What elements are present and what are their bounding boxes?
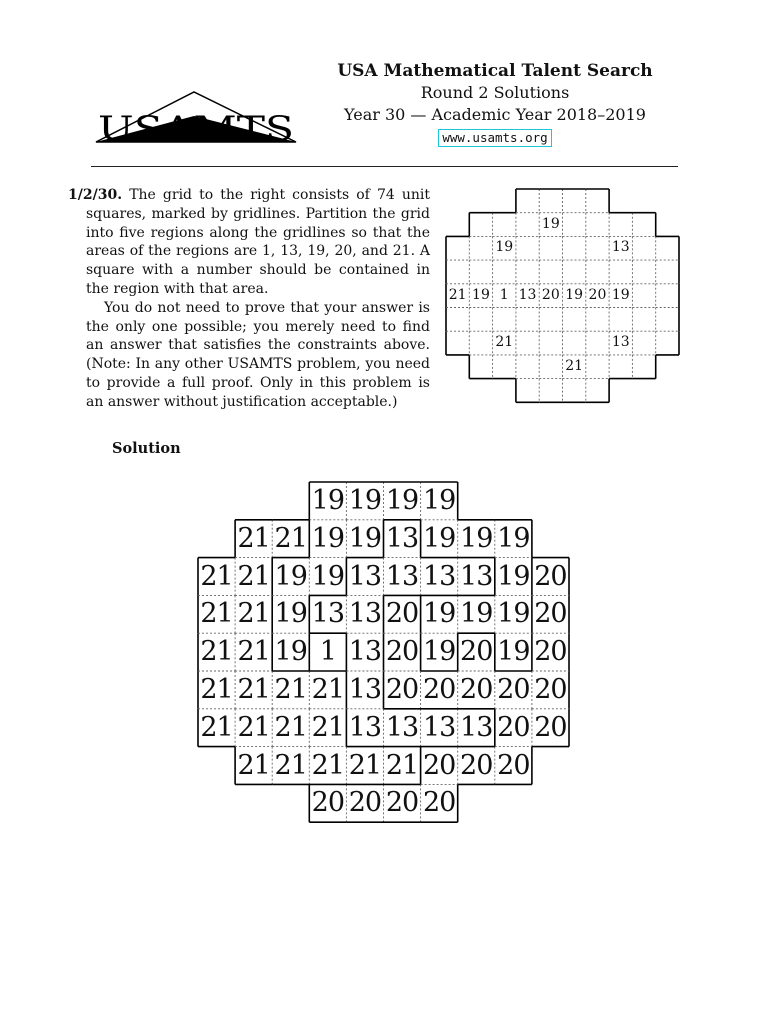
solution-cell: 20 bbox=[534, 674, 567, 705]
solution-cell: 21 bbox=[200, 674, 233, 705]
solution-cell: 20 bbox=[497, 674, 530, 705]
solution-cell: 13 bbox=[348, 560, 382, 592]
puzzle-cell: 19 bbox=[611, 286, 630, 303]
solution-cell: 13 bbox=[460, 560, 493, 592]
puzzle-cell: 13 bbox=[611, 239, 630, 256]
solution-cell: 21 bbox=[311, 711, 345, 743]
puzzle-cell: 13 bbox=[518, 286, 537, 303]
solution-cell: 19 bbox=[460, 598, 493, 630]
problem-paragraph-1: The grid to the right consists of 74 unit squares, marked by gridlines. Partition the grid into five regions along the gridlines so that the areas of the regions are 1, 13, 19, 20, and 21. A square with a number should be contained in the region with that area. bbox=[86, 187, 430, 297]
solution-cell: 21 bbox=[237, 636, 270, 668]
solution-cell: 13 bbox=[385, 711, 419, 743]
solution-cell: 21 bbox=[237, 674, 270, 705]
solution-cell: 19 bbox=[274, 598, 307, 630]
solution-cell: 13 bbox=[348, 636, 382, 668]
solution-cell: 19 bbox=[348, 522, 382, 554]
solution-cell: 20 bbox=[311, 787, 345, 819]
puzzle-cell: 20 bbox=[588, 286, 607, 303]
solution-cell: 13 bbox=[385, 522, 419, 554]
puzzle-cell: 19 bbox=[495, 239, 514, 256]
solution-cell: 21 bbox=[200, 560, 233, 592]
solution-cell: 13 bbox=[460, 711, 493, 743]
solution-cell: 21 bbox=[311, 674, 345, 705]
puzzle-cell: 13 bbox=[611, 334, 630, 351]
solution-cell: 13 bbox=[422, 711, 456, 743]
solution-cell: 20 bbox=[460, 636, 493, 668]
solution-cell: 21 bbox=[274, 711, 307, 743]
website-link[interactable]: www.usamts.org bbox=[438, 129, 551, 147]
puzzle-cell: 21 bbox=[448, 286, 467, 303]
solution-cell: 20 bbox=[422, 749, 456, 781]
solution-cell: 21 bbox=[237, 598, 270, 630]
solution-cell: 1 bbox=[319, 636, 336, 668]
solution-cell: 21 bbox=[311, 749, 345, 781]
solution-cell: 19 bbox=[497, 598, 530, 630]
header bbox=[330, 60, 660, 147]
solution-cell: 20 bbox=[348, 787, 382, 819]
solution-cell: 20 bbox=[534, 711, 567, 743]
puzzle-cell: 21 bbox=[495, 334, 514, 351]
solution-cell: 20 bbox=[422, 787, 456, 819]
solution-cell: 19 bbox=[497, 560, 530, 592]
solution-cell: 19 bbox=[311, 485, 345, 516]
problem-paragraph-2: You do not need to prove that your answer is the only one possible; you merely need to find an answer that satisfies the constraints above. (Note: In any other USAMTS problem, you need to provide a full proof. Only in this problem is an answer without justification acceptable.) bbox=[86, 299, 430, 410]
solution-cell: 21 bbox=[237, 522, 270, 554]
solution-cell: 21 bbox=[237, 711, 270, 743]
solution-cell: 19 bbox=[422, 522, 456, 554]
solution-cell: 19 bbox=[422, 636, 456, 668]
solution-cell: 19 bbox=[497, 522, 530, 554]
header-title: USA Mathematical Talent Search bbox=[337, 61, 653, 81]
solution-cell: 19 bbox=[348, 485, 382, 516]
header-round: Round 2 Solutions bbox=[420, 83, 570, 102]
problem-statement bbox=[68, 186, 430, 412]
solution-cell: 13 bbox=[348, 711, 382, 743]
solution-cell: 21 bbox=[274, 749, 307, 781]
solution-cell: 21 bbox=[200, 598, 233, 630]
solution-cell: 20 bbox=[385, 787, 419, 819]
solution-cell: 21 bbox=[200, 711, 233, 743]
usamts-logo bbox=[94, 70, 298, 146]
solution-cell: 21 bbox=[274, 674, 307, 705]
solution-cell: 19 bbox=[311, 560, 345, 592]
solution-cell: 20 bbox=[460, 674, 493, 705]
logo-text: USAMTS bbox=[98, 109, 294, 146]
header-divider bbox=[91, 166, 678, 167]
solution-cell: 19 bbox=[460, 522, 493, 554]
solution-cell: 20 bbox=[422, 674, 456, 705]
solution-cell: 20 bbox=[497, 711, 530, 743]
solution-cell: 19 bbox=[274, 636, 307, 668]
solution-cell: 19 bbox=[422, 598, 456, 630]
solution-cell: 19 bbox=[311, 522, 345, 554]
puzzle-cell: 21 bbox=[565, 357, 584, 374]
problem-number: 1/2/30. bbox=[68, 187, 123, 203]
solution-cell: 20 bbox=[460, 749, 493, 781]
solution-cell: 20 bbox=[385, 598, 419, 630]
solution-cell: 21 bbox=[237, 560, 270, 592]
puzzle-cell: 1 bbox=[499, 286, 509, 303]
solution-cell: 19 bbox=[385, 485, 419, 516]
solution-cell: 21 bbox=[200, 636, 233, 668]
solution-cell: 21 bbox=[385, 749, 419, 781]
solution-cell: 21 bbox=[274, 522, 307, 554]
solution-cell: 19 bbox=[274, 560, 307, 592]
solution-cell: 13 bbox=[422, 560, 456, 592]
solution-gridlines bbox=[198, 482, 571, 824]
solution-cell: 19 bbox=[422, 485, 456, 516]
solution-cell: 21 bbox=[237, 749, 270, 781]
solution-cell: 13 bbox=[385, 560, 419, 592]
solution-cell: 21 bbox=[348, 749, 382, 781]
solution-heading: Solution bbox=[112, 440, 181, 457]
solution-cell: 19 bbox=[497, 636, 530, 668]
solution-cell: 20 bbox=[497, 749, 530, 781]
puzzle-cell: 19 bbox=[541, 215, 560, 232]
solution-cell: 20 bbox=[385, 636, 419, 668]
puzzle-gridlines bbox=[446, 189, 681, 404]
solution-cell: 20 bbox=[534, 598, 567, 630]
solution-cell: 20 bbox=[534, 560, 567, 592]
solution-cell: 20 bbox=[534, 636, 567, 668]
puzzle-cell: 19 bbox=[472, 286, 490, 303]
solution-cell: 13 bbox=[311, 598, 345, 630]
puzzle-cell: 19 bbox=[565, 286, 584, 303]
header-year: Year 30 — Academic Year 2018–2019 bbox=[344, 105, 646, 124]
puzzle-cell: 20 bbox=[541, 286, 560, 303]
solution-cell: 13 bbox=[348, 598, 382, 630]
solution-cell: 20 bbox=[385, 674, 419, 705]
solution-cell: 13 bbox=[348, 674, 382, 705]
